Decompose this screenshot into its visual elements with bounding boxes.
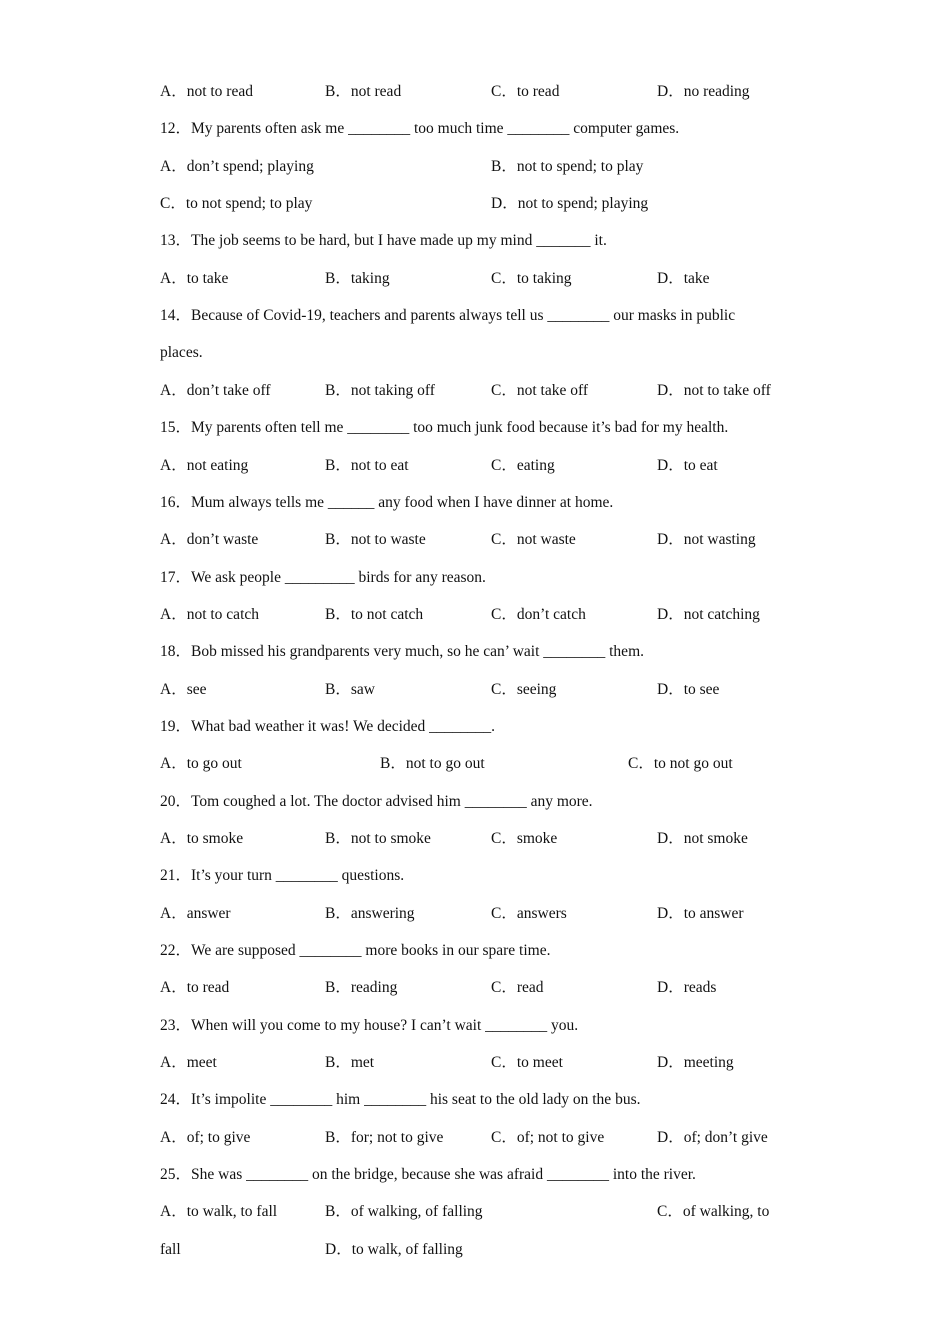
option-c[interactable]: C．to read xyxy=(491,83,560,100)
question-14-stem: 14．Because of Covid-19, teachers and parents always tell us ________ our masks in public xyxy=(160,307,736,324)
option-b[interactable]: B．answering xyxy=(325,905,415,922)
option-a[interactable]: A．don’t waste xyxy=(160,531,259,548)
option-d[interactable]: D．reads xyxy=(657,979,717,996)
option-b[interactable]: B．saw xyxy=(325,681,375,698)
option-c[interactable]: C．seeing xyxy=(491,681,557,698)
option-d[interactable]: D．not wasting xyxy=(657,531,756,548)
option-d[interactable]: D．to eat xyxy=(657,457,718,474)
question-16-stem: 16．Mum always tells me ______ any food when I have dinner at home. xyxy=(160,494,614,511)
option-a[interactable]: A．not to catch xyxy=(160,606,260,623)
option-b[interactable]: B．met xyxy=(325,1054,375,1071)
option-b[interactable]: B．not read xyxy=(325,83,402,100)
option-b[interactable]: B．not to eat xyxy=(325,457,409,474)
option-a[interactable]: A．not eating xyxy=(160,457,249,474)
question-15-stem: 15．My parents often tell me ________ too much junk food because it’s bad for my health. xyxy=(160,419,729,436)
option-d[interactable]: D．meeting xyxy=(657,1054,734,1071)
question-25-stem: 25．She was ________ on the bridge, because she was afraid ________ into the river. xyxy=(160,1166,696,1183)
option-c[interactable]: C．of walking, to xyxy=(657,1203,770,1220)
option-d[interactable]: D．not to spend; playing xyxy=(491,195,649,212)
option-c[interactable]: C．smoke xyxy=(491,830,558,847)
option-d[interactable]: D．not smoke xyxy=(657,830,748,847)
option-b[interactable]: B．of walking, of falling xyxy=(325,1203,483,1220)
option-c[interactable]: C．don’t catch xyxy=(491,606,586,623)
question-12-stem: 12．My parents often ask me ________ too much time ________ computer games. xyxy=(160,120,680,137)
option-b[interactable]: B．not taking off xyxy=(325,382,435,399)
option-a[interactable]: A．to take xyxy=(160,270,229,287)
option-c-continued[interactable]: fall xyxy=(160,1241,181,1258)
option-b[interactable]: B．not to waste xyxy=(325,531,426,548)
option-b[interactable]: B．reading xyxy=(325,979,398,996)
question-20-stem: 20．Tom coughed a lot. The doctor advised him ________ any more. xyxy=(160,793,593,810)
option-c[interactable]: C．to taking xyxy=(491,270,572,287)
option-a[interactable]: A．to smoke xyxy=(160,830,244,847)
option-b[interactable]: B．not to go out xyxy=(380,755,485,772)
option-a[interactable]: A．of; to give xyxy=(160,1129,251,1146)
question-18-stem: 18．Bob missed his grandparents very much, so he can’ wait ________ them. xyxy=(160,643,644,660)
option-c[interactable]: C．not take off xyxy=(491,382,589,399)
question-21-stem: 21．It’s your turn ________ questions. xyxy=(160,867,405,884)
question-14-stem-continued: places. xyxy=(160,344,203,361)
option-a[interactable]: A．to read xyxy=(160,979,230,996)
option-a[interactable]: A．answer xyxy=(160,905,231,922)
option-a[interactable]: A．to go out xyxy=(160,755,242,772)
option-d[interactable]: D．take xyxy=(657,270,710,287)
option-b[interactable]: B．taking xyxy=(325,270,390,287)
question-17-stem: 17．We ask people _________ birds for any reason. xyxy=(160,569,486,586)
option-c[interactable]: C．to meet xyxy=(491,1054,563,1071)
option-b[interactable]: B．for; not to give xyxy=(325,1129,444,1146)
option-a[interactable]: A．not to read xyxy=(160,83,253,100)
option-d[interactable]: D．to walk, of falling xyxy=(325,1241,463,1258)
option-b[interactable]: B．not to spend; to play xyxy=(491,158,644,175)
option-a[interactable]: A．see xyxy=(160,681,207,698)
option-c[interactable]: C．read xyxy=(491,979,544,996)
option-d[interactable]: D．to answer xyxy=(657,905,744,922)
option-c[interactable]: C．answers xyxy=(491,905,567,922)
option-c[interactable]: C．to not go out xyxy=(628,755,733,772)
option-b[interactable]: B．not to smoke xyxy=(325,830,431,847)
option-a[interactable]: A．meet xyxy=(160,1054,217,1071)
option-b[interactable]: B．to not catch xyxy=(325,606,424,623)
option-c[interactable]: C．of; not to give xyxy=(491,1129,605,1146)
option-d[interactable]: D．of; don’t give xyxy=(657,1129,768,1146)
question-22-stem: 22．We are supposed ________ more books in our spare time. xyxy=(160,942,551,959)
question-19-stem: 19．What bad weather it was! We decided ________. xyxy=(160,718,496,735)
option-c[interactable]: C．to not spend; to play xyxy=(160,195,313,212)
option-c[interactable]: C．eating xyxy=(491,457,555,474)
question-24-stem: 24．It’s impolite ________ him ________ his seat to the old lady on the bus. xyxy=(160,1091,641,1108)
option-c[interactable]: C．not waste xyxy=(491,531,576,548)
option-a[interactable]: A．don’t take off xyxy=(160,382,271,399)
option-d[interactable]: D．no reading xyxy=(657,83,750,100)
question-13-stem: 13．The job seems to be hard, but I have made up my mind _______ it. xyxy=(160,232,607,249)
option-a[interactable]: A．to walk, to fall xyxy=(160,1203,278,1220)
option-d[interactable]: D．to see xyxy=(657,681,720,698)
question-23-stem: 23．When will you come to my house? I can’t wait ________ you. xyxy=(160,1017,579,1034)
option-d[interactable]: D．not to take off xyxy=(657,382,771,399)
option-a[interactable]: A．don’t spend; playing xyxy=(160,158,314,175)
option-d[interactable]: D．not catching xyxy=(657,606,760,623)
